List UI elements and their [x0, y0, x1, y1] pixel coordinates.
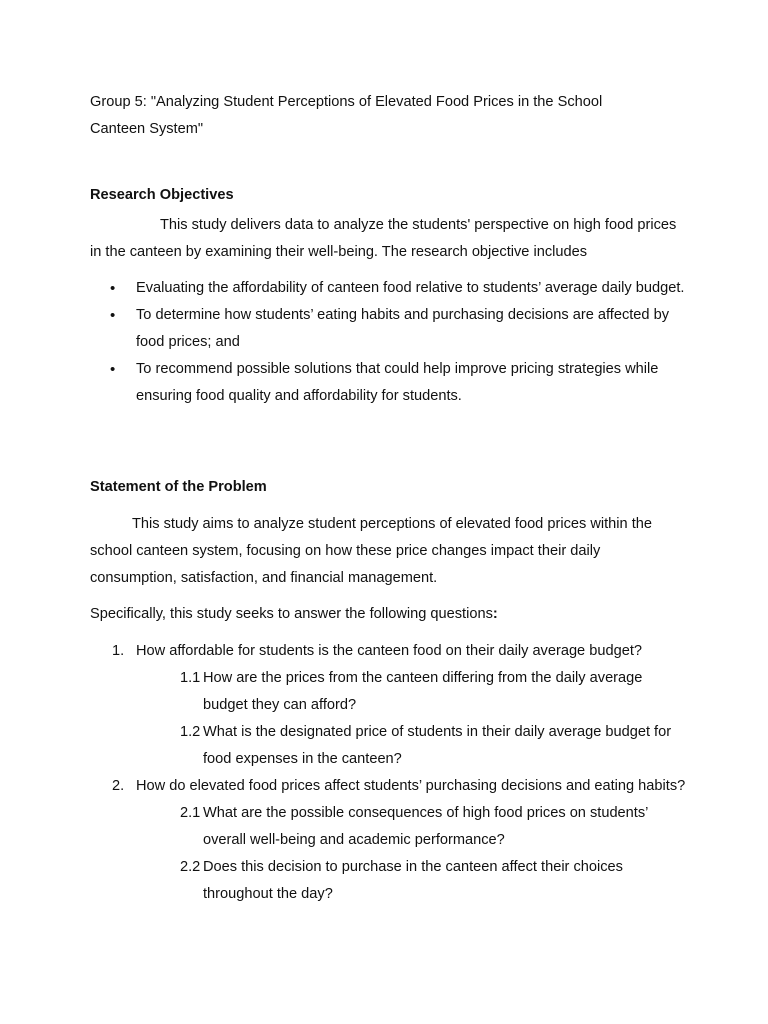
question-number: 2.: [112, 778, 125, 794]
question-item: [90, 638, 700, 665]
research-objectives-intro: [90, 212, 680, 266]
question-text: How do elevated food prices affect students’ purchasing decisions and eating habits?: [136, 778, 686, 794]
research-objectives-heading: Research Objectives: [90, 187, 234, 203]
objectives-list: [90, 275, 700, 410]
statement-of-problem-heading: Statement of the Problem: [90, 479, 267, 495]
sub-question-text: What is the designated price of students in their daily average budget for food expenses in the canteen?: [203, 724, 672, 767]
sub-question-item: [90, 800, 673, 854]
question-number: 1.: [112, 643, 125, 659]
question-text: How affordable for students is the canteen food on their daily average budget?: [136, 643, 642, 659]
question-item: [90, 773, 700, 800]
list-item: [90, 302, 700, 356]
bullet-icon: •: [110, 307, 116, 324]
sub-question-text: What are the possible consequences of high food prices on students’ overall well-being and academic performance?: [203, 805, 648, 848]
specific-colon: :: [492, 606, 498, 622]
sub-question-item: [90, 719, 673, 773]
document-title: Group 5: "Analyzing Student Perceptions of Elevated Food Prices in the School Canteen System": [90, 94, 603, 137]
objective-text: To determine how students’ eating habits and purchasing decisions are affected by food prices; and: [136, 307, 670, 350]
specific-lead: [90, 601, 690, 628]
sub-question-number: 1.2: [180, 724, 201, 740]
specific-lead-text: Specifically, this study seeks to answer the following questions: [90, 606, 493, 622]
sub-question-text: How are the prices from the canteen differing from the daily average budget they can afford?: [203, 670, 643, 713]
objective-text: To recommend possible solutions that could help improve pricing strategies while ensuring food quality and affordability for students.: [136, 361, 659, 404]
intro-text: This study delivers data to analyze the students' perspective on high food prices in the canteen by examining their well-being. The research objective includes: [90, 217, 677, 260]
sub-question-number: 1.1: [180, 670, 201, 686]
sub-question-number: 2.2: [180, 859, 201, 875]
problem-paragraph: [90, 511, 690, 592]
sub-question-item: [90, 665, 673, 719]
problem-text: This study aims to analyze student perceptions of elevated food prices within the school canteen system, focusing on how these price changes impact their daily consumption, satisfaction, and financial management.: [90, 516, 652, 586]
objective-text: Evaluating the affordability of canteen food relative to students’ average daily budget.: [136, 280, 685, 296]
bullet-icon: •: [110, 361, 116, 378]
bullet-icon: •: [110, 280, 116, 297]
sub-question-number: 2.1: [180, 805, 201, 821]
questions-list: [90, 638, 700, 908]
list-item: [90, 275, 700, 302]
sub-question-item: [90, 854, 673, 908]
list-item: [90, 356, 700, 410]
sub-question-text: Does this decision to purchase in the canteen affect their choices throughout the day?: [203, 859, 623, 902]
